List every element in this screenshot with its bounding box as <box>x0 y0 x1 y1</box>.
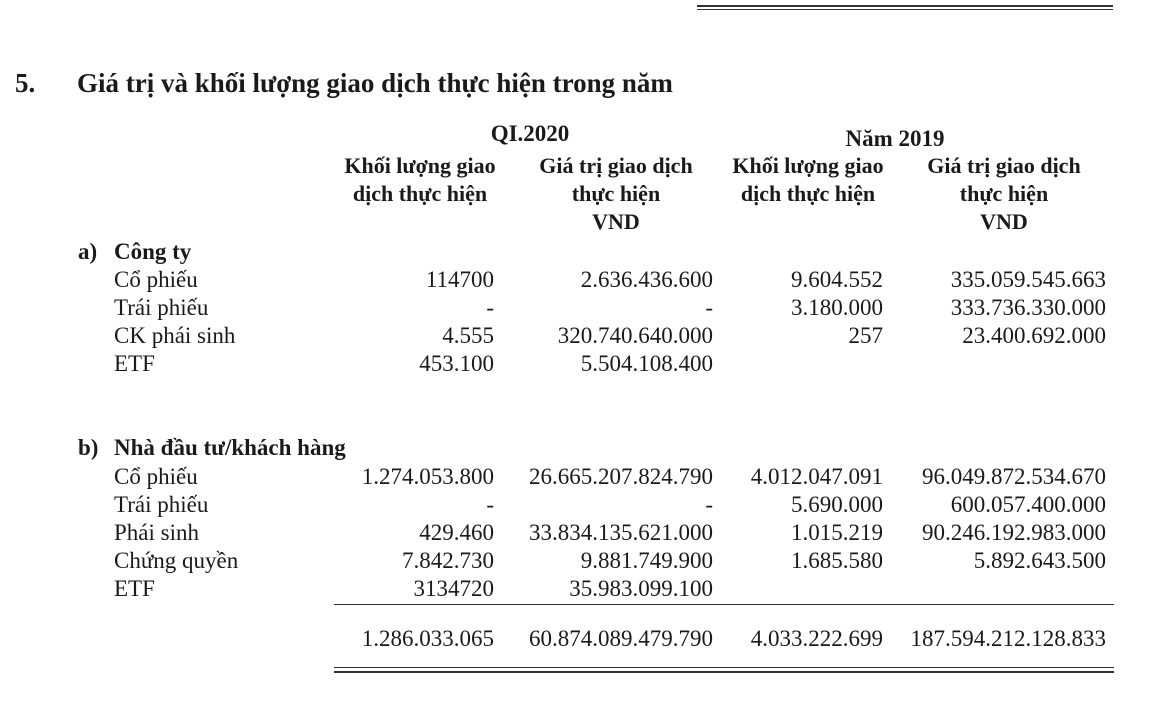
column-header-value-2019 <box>906 152 1102 236</box>
cell-volume-2020: 453.100 <box>419 351 494 376</box>
column-header-line: Giá trị giao dịch <box>539 153 693 178</box>
column-header-line: VND <box>592 209 640 234</box>
cell-value-2019: 90.246.192.983.000 <box>922 520 1106 545</box>
column-header-line: thực hiện <box>571 181 661 206</box>
cell-value-2019: 96.049.872.534.670 <box>922 464 1106 489</box>
total-value-2020: 60.874.089.479.790 <box>529 626 713 651</box>
period-header-2019: Năm 2019 <box>845 126 945 151</box>
column-header-line: dịch thực hiện <box>352 181 488 206</box>
cell-value-2020: 5.504.108.400 <box>580 351 713 376</box>
total-separator <box>334 604 1114 605</box>
row-label: Cổ phiếu <box>114 267 198 292</box>
section-title: Giá trị và khối lượng giao dịch thực hiện trong năm <box>77 68 673 98</box>
double-underline-top <box>334 667 1114 668</box>
total-volume-2019: 4.033.222.699 <box>750 626 883 651</box>
cell-volume-2020: - <box>486 492 494 517</box>
cell-value-2020: - <box>705 492 713 517</box>
row-label: Trái phiếu <box>114 295 209 320</box>
column-header-line: thực hiện <box>959 181 1049 206</box>
cell-volume-2019: 257 <box>848 323 883 348</box>
cell-value-2019: 600.057.400.000 <box>950 492 1106 517</box>
cell-volume-2020: 429.460 <box>419 520 494 545</box>
cell-value-2019: 23.400.692.000 <box>962 323 1106 348</box>
cell-volume-2019: 9.604.552 <box>791 267 883 292</box>
row-label: Cổ phiếu <box>114 464 198 489</box>
column-header-line: VND <box>980 209 1028 234</box>
cell-value-2020: 35.983.099.100 <box>569 576 713 601</box>
top-rule-2 <box>697 9 1113 10</box>
cell-volume-2019: 3.180.000 <box>791 295 883 320</box>
cell-volume-2020: 4.555 <box>442 323 494 348</box>
cell-value-2020: 9.881.749.900 <box>580 548 713 573</box>
group-title-investors: Nhà đầu tư/khách hàng <box>114 435 346 460</box>
double-underline-bottom <box>334 671 1114 673</box>
cell-value-2020: 320.740.640.000 <box>557 323 713 348</box>
cell-value-2020: - <box>705 295 713 320</box>
cell-volume-2019: 1.685.580 <box>791 548 883 573</box>
column-header-volume-2019 <box>718 152 898 208</box>
group-letter-b: b) <box>78 435 99 460</box>
cell-volume-2020: 114700 <box>425 267 494 292</box>
column-header-line: Khối lượng giao <box>344 153 496 178</box>
cell-value-2019: 5.892.643.500 <box>973 548 1106 573</box>
section-number: 5. <box>15 68 36 98</box>
row-label: ETF <box>114 576 155 601</box>
column-header-value-2020 <box>518 152 714 236</box>
cell-volume-2019: 5.690.000 <box>791 492 883 517</box>
row-label: Phái sinh <box>114 520 199 545</box>
row-label: CK phái sinh <box>114 323 236 348</box>
total-volume-2020: 1.286.033.065 <box>361 626 494 651</box>
column-header-line: Khối lượng giao <box>732 153 884 178</box>
total-value-2019: 187.594.212.128.833 <box>910 626 1106 651</box>
group-letter-a: a) <box>78 239 98 264</box>
row-label: Trái phiếu <box>114 492 209 517</box>
cell-volume-2019: 1.015.219 <box>791 520 883 545</box>
cell-value-2020: 2.636.436.600 <box>580 267 713 292</box>
row-label: ETF <box>114 351 155 376</box>
group-title-company: Công ty <box>114 239 192 264</box>
column-header-line: Giá trị giao dịch <box>927 153 1081 178</box>
cell-volume-2020: - <box>486 295 494 320</box>
cell-volume-2020: 3134720 <box>413 576 494 601</box>
top-rule <box>697 5 1113 7</box>
period-header-qi2020: QI.2020 <box>490 121 570 146</box>
cell-volume-2020: 1.274.053.800 <box>361 464 494 489</box>
row-label: Chứng quyền <box>114 548 239 573</box>
cell-value-2020: 26.665.207.824.790 <box>529 464 713 489</box>
cell-value-2020: 33.834.135.621.000 <box>529 520 713 545</box>
cell-volume-2019: 4.012.047.091 <box>750 464 883 489</box>
column-header-volume-2020 <box>330 152 510 208</box>
cell-value-2019: 335.059.545.663 <box>950 267 1106 292</box>
cell-value-2019: 333.736.330.000 <box>950 295 1106 320</box>
cell-volume-2020: 7.842.730 <box>402 548 494 573</box>
column-header-line: dịch thực hiện <box>740 181 876 206</box>
